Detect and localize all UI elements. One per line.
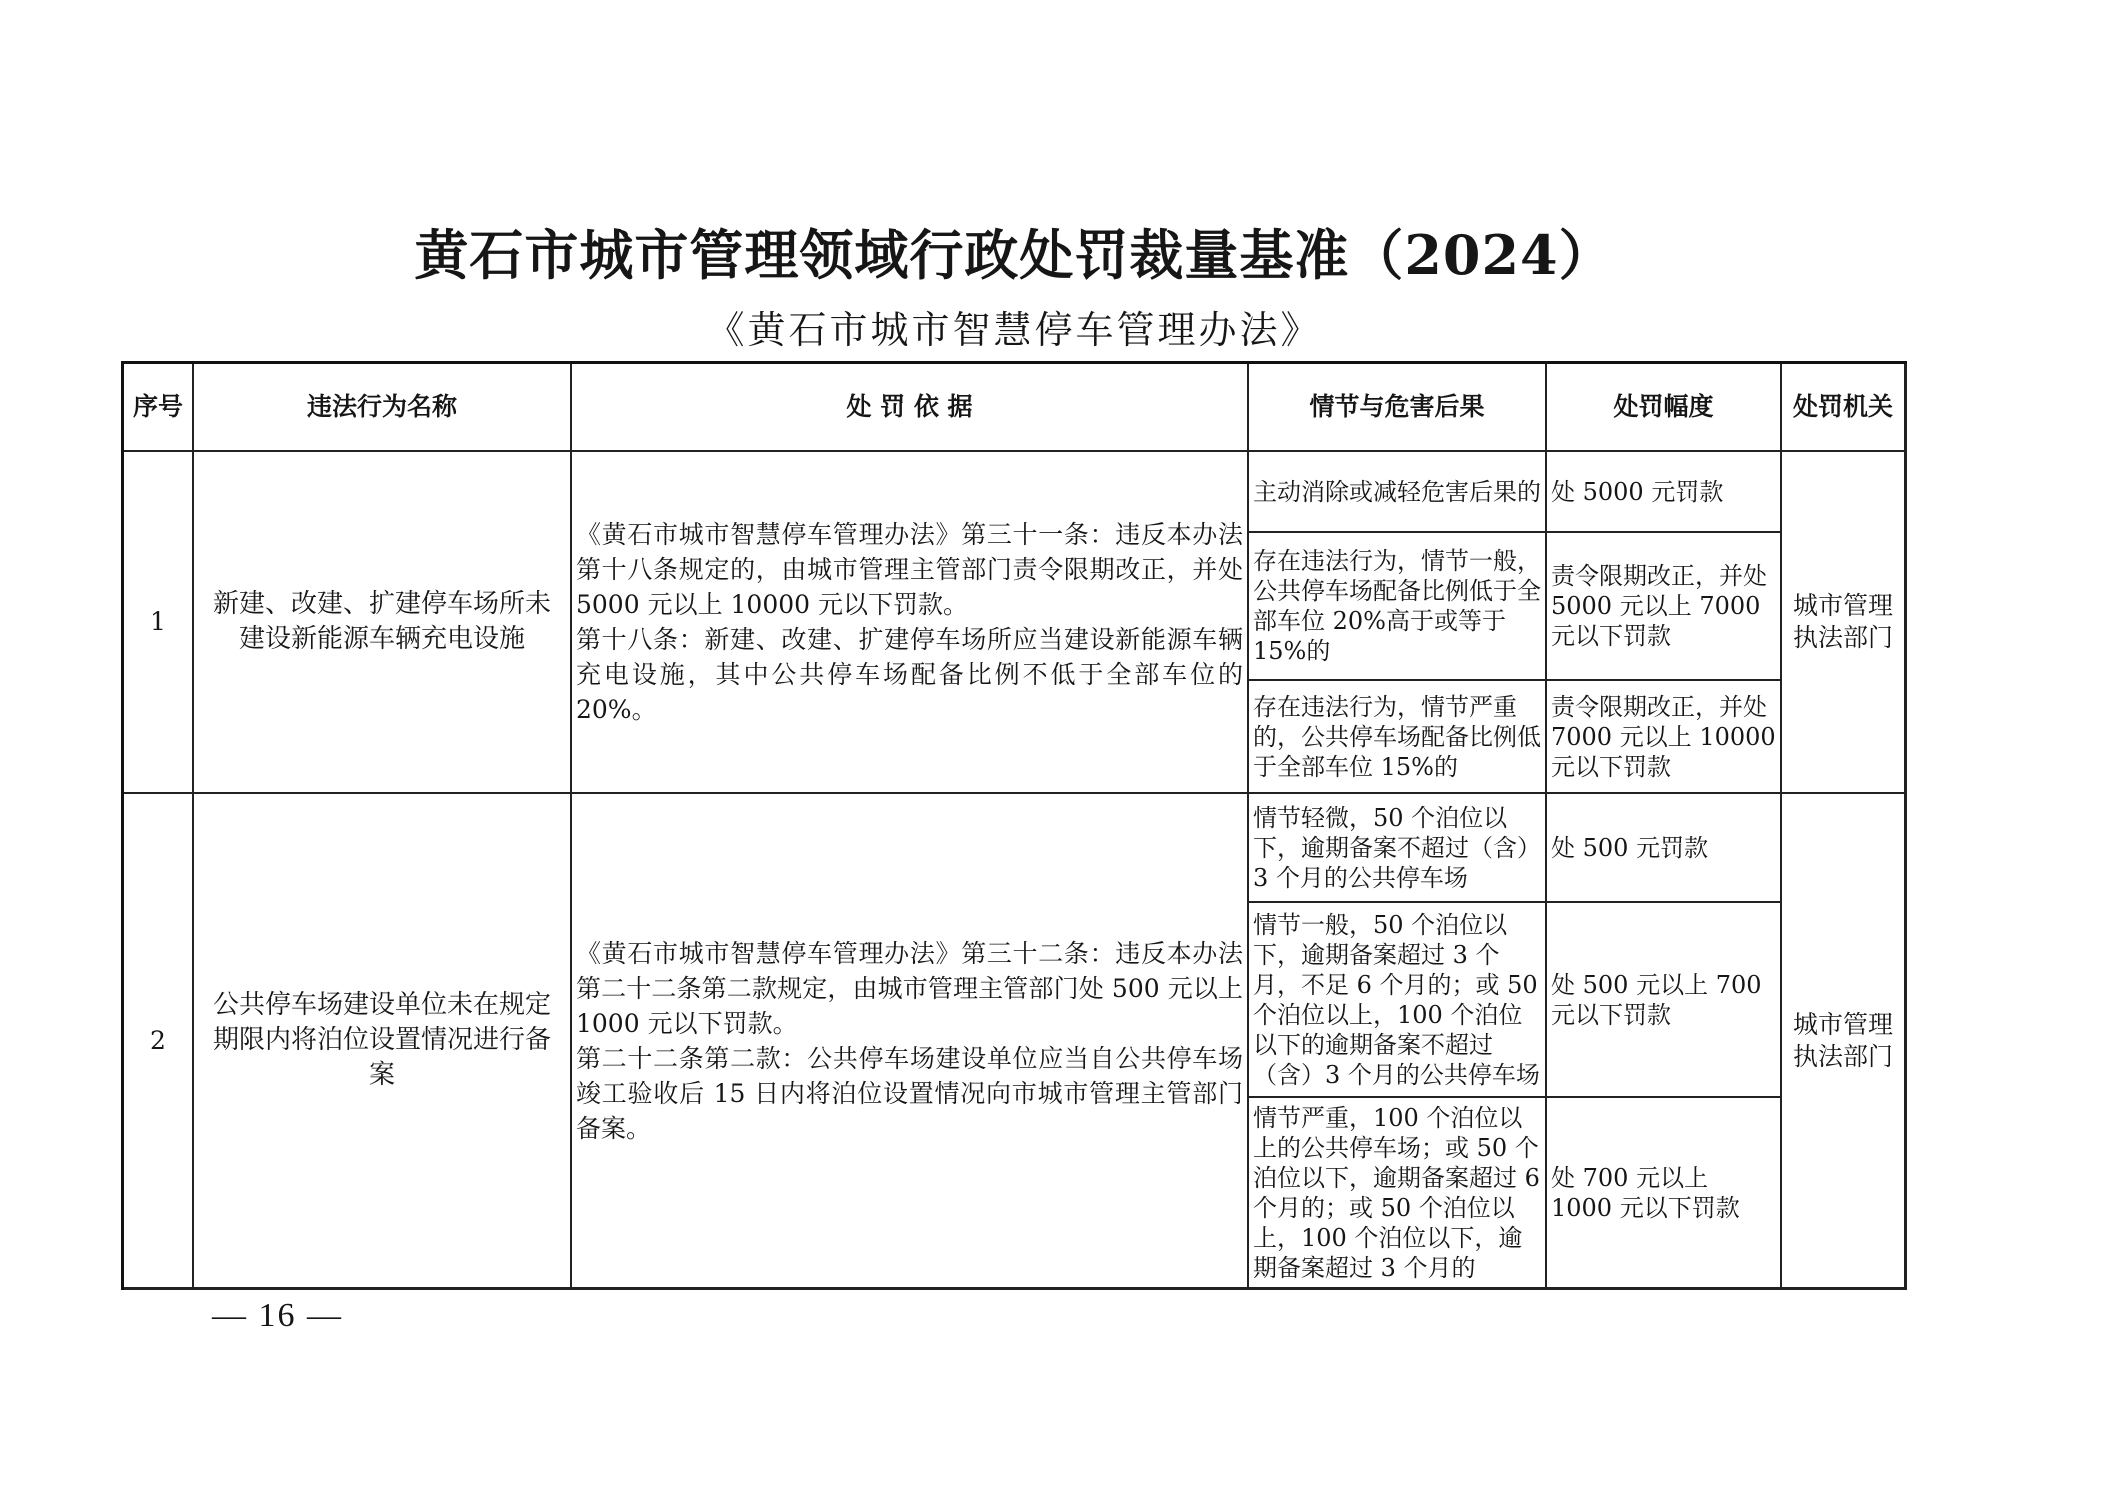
document-title: 黄石市城市管理领域行政处罚裁量基准（2024） [414, 223, 1614, 287]
row-2-violation-cell [194, 794, 572, 1290]
row-2-level-1-penalty-cell [1547, 794, 1782, 903]
row-1-basis-cell [572, 452, 1249, 794]
row-1-basis-paragraph: 第十八条：新建、改建、扩建停车场所应当建设新能源车辆充电设施，其中公共停车场配备比例不低于全部车位的20%。 [576, 625, 1243, 724]
header-circumstances-cell [1249, 364, 1547, 452]
row-2-basis-paragraph: 《黄石市城市智慧停车管理办法》第三十二条：违反本办法第二十二条第二款规定，由城市管理主管部门处 500 元以上 1000 元以下罚款。 [576, 938, 1243, 1038]
row-1-basis [576, 517, 1243, 727]
row-1-level-1-penalty-cell [1547, 452, 1782, 533]
header-authority-cell [1782, 364, 1907, 452]
row-2-basis [576, 936, 1243, 1146]
row-1-level-3-penalty: 责令限期改正，并处 7000 元以上 10000 元以下罚款 [1551, 692, 1776, 781]
row-2-level-3-circumstance: 情节严重，100 个泊位以上的公共停车场；或 50 个泊位以下，逾期备案超过 6 个月的；或 50 个泊位以上，100 个泊位以下，逾期备案超过 3 个月的 [1253, 1103, 1540, 1282]
row-2-level-2-circumstance: 情节一般，50 个泊位以下，逾期备案超过 3 个月，不足 6 个月的；或 50 个泊位以上，100 个泊位以下的逾期备案不超过（含）3 个月的公共停车场 [1253, 910, 1540, 1089]
header-basis-cell [572, 364, 1249, 452]
row-2-level-1-penalty: 处 500 元罚款 [1551, 833, 1709, 862]
row-2-index-cell [124, 794, 194, 1290]
document-subtitle: 《黄石市城市智慧停车管理办法》 [706, 308, 1322, 352]
row-2-level-3-penalty: 处 700 元以上 1000 元以下罚款 [1551, 1163, 1740, 1222]
row-1-level-3-circumstance: 存在违法行为，情节严重的，公共停车场配备比例低于全部车位 15%的 [1253, 692, 1541, 781]
header-penalty-label: 处罚幅度 [1613, 392, 1714, 421]
row-2-authority-cell [1782, 794, 1907, 1290]
row-1-level-2-penalty-cell [1547, 533, 1782, 681]
page-number: — 16 — [212, 1297, 343, 1334]
row-1-level-3-circumstance-cell [1249, 681, 1547, 794]
header-violation-cell [194, 364, 572, 452]
header-authority-label: 处罚机关 [1792, 392, 1893, 421]
row-2-level-1-circumstance-cell [1249, 794, 1547, 903]
row-1-violation-cell [194, 452, 572, 794]
row-2-basis-paragraph: 第二十二条第二款：公共停车场建设单位应当自公共停车场竣工验收后 15 日内将泊位设置情况向市城市管理主管部门备案。 [576, 1043, 1243, 1143]
row-1-level-2-circumstance: 存在违法行为，情节一般，公共停车场配备比例低于全部车位 20%高于或等于 15%的 [1253, 547, 1541, 665]
row-1-level-2-penalty: 责令限期改正，并处 5000 元以上 7000 元以下罚款 [1551, 562, 1767, 650]
row-2-basis-cell [572, 794, 1249, 1290]
row-2-level-2-circumstance-cell [1249, 903, 1547, 1098]
row-1-violation: 新建、改建、扩建停车场所未建设新能源车辆充电设施 [212, 589, 551, 654]
row-1-index: 1 [150, 607, 166, 636]
header-basis-label: 处 罚 依 据 [846, 392, 973, 421]
header-index-cell [124, 364, 194, 452]
row-1-basis-paragraph: 《黄石市城市智慧停车管理办法》第三十一条：违反本办法第十八条规定的，由城市管理主管部门责令限期改正，并处5000 元以上 10000 元以下罚款。 [576, 520, 1243, 619]
row-1-index-cell [124, 452, 194, 794]
row-2-authority: 城市管理执法部门 [1792, 1009, 1893, 1071]
row-2-level-3-penalty-cell [1547, 1098, 1782, 1290]
header-index-label: 序号 [132, 392, 183, 421]
row-2-level-2-penalty-cell [1547, 903, 1782, 1098]
header-violation-label: 违法行为名称 [306, 392, 457, 421]
header-circumstances-label: 情节与危害后果 [1309, 392, 1485, 421]
row-2-index: 2 [150, 1025, 166, 1055]
row-2-violation: 公共停车场建设单位未在规定期限内将泊位设置情况进行备案 [212, 990, 551, 1090]
row-2-level-1-circumstance: 情节轻微，50 个泊位以下，逾期备案不超过（含）3 个月的公共停车场 [1253, 803, 1541, 892]
penalty-table [121, 361, 1907, 1290]
row-1-level-1-circumstance: 主动消除或减轻危害后果的 [1253, 477, 1541, 506]
row-1-authority-cell [1782, 452, 1907, 794]
row-2-level-2-penalty: 处 500 元以上 700 元以下罚款 [1551, 970, 1762, 1029]
row-1-level-1-circumstance-cell [1249, 452, 1547, 533]
row-2-level-3-circumstance-cell [1249, 1098, 1547, 1290]
header-penalty-cell [1547, 364, 1782, 452]
row-1-authority: 城市管理执法部门 [1792, 591, 1893, 652]
row-1-level-2-circumstance-cell [1249, 533, 1547, 681]
row-1-level-1-penalty: 处 5000 元罚款 [1551, 477, 1724, 506]
row-1-level-3-penalty-cell [1547, 681, 1782, 794]
